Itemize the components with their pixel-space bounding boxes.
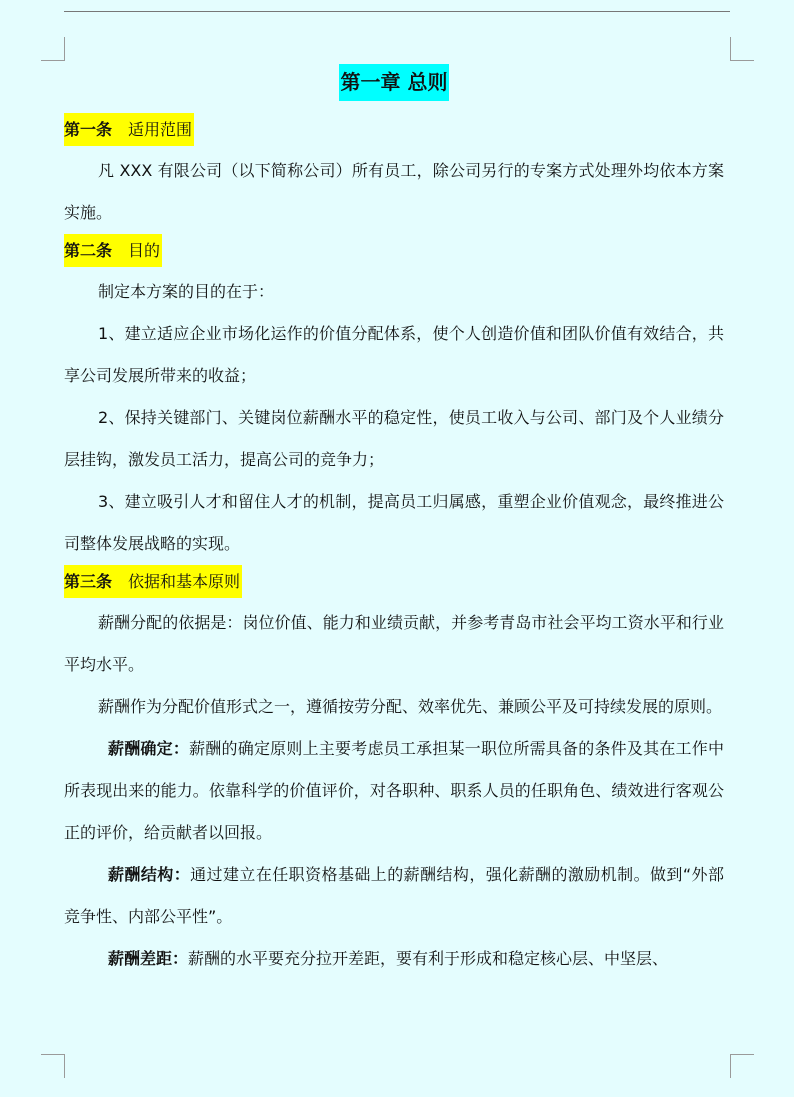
article-1-heading-row [64,113,724,146]
article-2-heading-row [64,234,724,267]
article-2-number: 第二条 [64,241,113,260]
chapter-title: 第一章 总则 [339,64,450,101]
article-1-paragraph: 凡 XXX 有限公司（以下简称公司）所有员工，除公司另行的专案方式处理外均依本方案实施。 [64,161,724,222]
principle-2-text: 通过建立在任职资格基础上的薪酬结构，强化薪酬的激励机制。做到“外部竞争性、内部公平性”。 [64,865,724,926]
margin-corner-bottom-right [730,1054,754,1078]
header-rule [64,11,730,12]
article-2-paragraph-item-3: 3、建立吸引人才和留住人才的机制，提高员工归属感，重塑企业价值观念，最终推进公司整体发展战略的实现。 [64,492,724,553]
article-2-paragraph-item-2: 2、保持关键部门、关键岗位薪酬水平的稳定性，使员工收入与公司、部门及个人业绩分层挂钩，激发员工活力，提高公司的竞争力； [64,408,724,469]
chapter-heading-row [64,64,724,101]
principle-3-text: 薪酬的水平要充分拉开差距，要有利于形成和稳定核心层、中坚层、 [188,949,669,968]
article-3-heading [64,565,242,598]
article-2-title: 目的 [128,241,161,260]
article-3-number: 第三条 [64,572,113,591]
margin-corner-top-left [41,37,65,61]
article-3-paragraph-basis: 薪酬分配的依据是：岗位价值、能力和业绩贡献，并参考青岛市社会平均工资水平和行业平均水平。 [64,613,724,674]
article-1-number: 第一条 [64,120,113,139]
article-3-heading-row [64,565,724,598]
margin-corner-bottom-left [41,1054,65,1078]
principle-salary-gap [64,938,724,980]
article-2-paragraph-item-1: 1、建立适应企业市场化运作的价值分配体系，使个人创造价值和团队价值有效结合，共享公司发展所带来的收益； [64,324,724,385]
article-1-title: 适用范围 [128,120,193,139]
article-1-heading [64,113,194,146]
document-body [64,64,724,980]
principle-1-label: 薪酬确定： [108,739,190,758]
principle-2-label: 薪酬结构： [108,865,191,884]
principle-salary-structure [64,854,724,938]
margin-corner-top-right [730,37,754,61]
principle-1-text: 薪酬的确定原则上主要考虑员工承担某一职位所需具备的条件及其在工作中所表现出来的能力。依靠科学的价值评价，对各职种、职系人员的任职角色、绩效进行客观公正的评价，给贡献者以回报。 [64,739,724,842]
principle-salary-determination [64,728,724,854]
article-3-paragraph-principle: 薪酬作为分配价值形式之一，遵循按劳分配、效率优先、兼顾公平及可持续发展的原则。 [98,697,723,716]
article-3-title: 依据和基本原则 [128,572,241,591]
article-2-heading [64,234,162,267]
principle-3-label: 薪酬差距： [108,949,189,968]
article-2-paragraph-intro: 制定本方案的目的在于： [98,282,275,301]
